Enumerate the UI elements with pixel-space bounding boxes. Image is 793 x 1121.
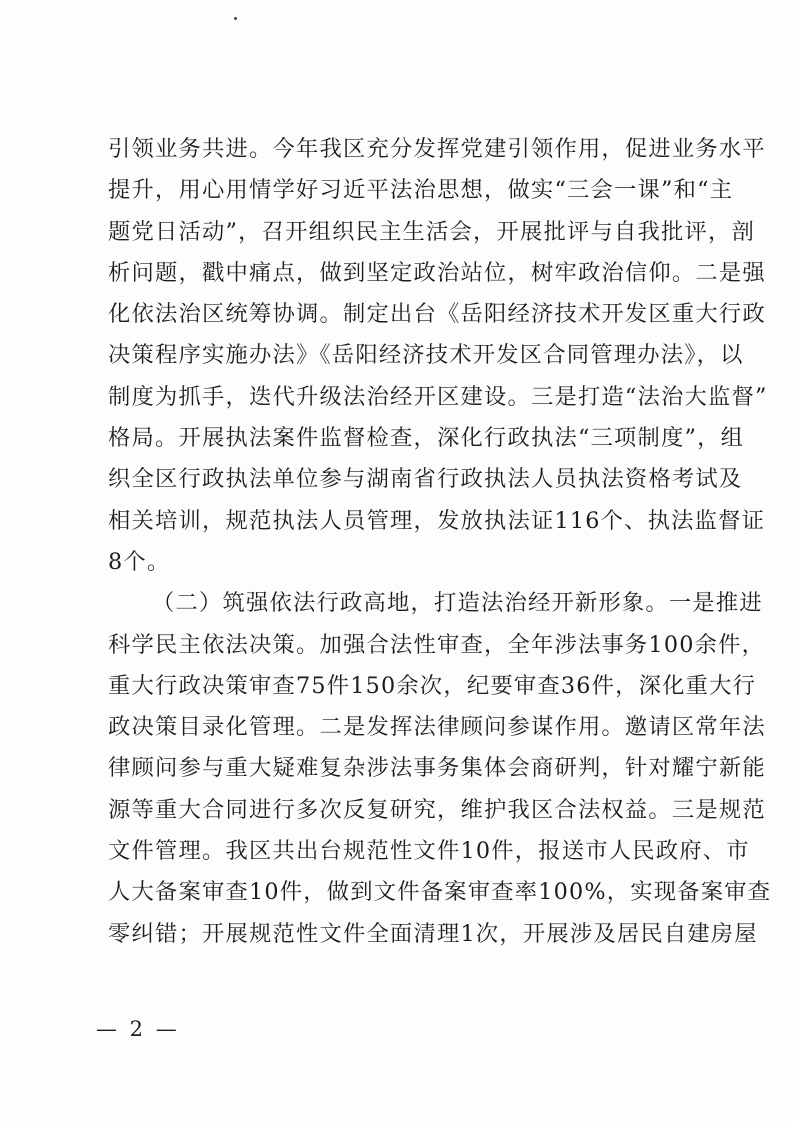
section-heading-line: （二）筑强依法行政高地，打造法治经开新形象。一是推进 (152, 590, 763, 617)
text-line: 决策程序实施办法》《岳阳经济技术开发区合同管理办法》，以 (108, 342, 744, 369)
body-text (108, 129, 772, 955)
text-line: 政决策目录化管理。二是发挥法律顾问参谋作用。邀请区常年法 (108, 714, 766, 741)
scan-speck (234, 17, 237, 20)
text-line: 化依法治区统筹协调。制定出台《岳阳经济技术开发区重大行政 (108, 301, 766, 328)
text-line: 相关培训，规范执法人员管理，发放执法证116个、执法监督证 (108, 507, 766, 534)
text-line: 引领业务共进。今年我区充分发挥党建引领作用，促进业务水平 (108, 136, 766, 162)
text-line: 人大备案审查10件，做到文件备案审查率100%，实现备案审查 (108, 879, 772, 906)
text-line: 源等重大合同进行多次反复研究，维护我区合法权益。三是规范 (108, 796, 766, 823)
text-line: 科学民主依法决策。加强合法性审查，全年涉法事务100余件， (108, 631, 766, 658)
text-line: 8个。 (108, 548, 171, 575)
text-line: 析问题，戳中痛点，做到坚定政治站位，树牢政治信仰。二是强 (108, 259, 766, 286)
text-line: 格局。开展执法案件监督检查，深化行政执法“三项制度”，组 (108, 425, 745, 452)
page-number: — 2 — (96, 1017, 180, 1041)
text-line: 零纠错；开展规范性文件全面清理1次，开展涉及居民自建房屋 (108, 920, 758, 947)
text-line: 律顾问参与重大疑难复杂涉法事务集体会商研判，针对耀宁新能 (108, 755, 766, 782)
text-line: 织全区行政执法单位参与湖南省行政执法人员执法资格考试及 (108, 466, 743, 493)
text-line: 文件管理。我区共出台规范性文件10件，报送市人民政府、市 (108, 838, 750, 865)
text-line: 制度为抓手，迭代升级法治经开区建设。三是打造“法治大监督” (108, 383, 768, 410)
text-line: 提升，用心用情学好习近平法治思想，做实“三会一课”和“主 (108, 177, 734, 204)
text-line: 重大行政决策审查75件150余次，纪要审查36件，深化重大行 (108, 672, 757, 699)
text-line: 题党日活动”，召开组织民主生活会，开展批评与自我批评，剖 (108, 218, 756, 245)
